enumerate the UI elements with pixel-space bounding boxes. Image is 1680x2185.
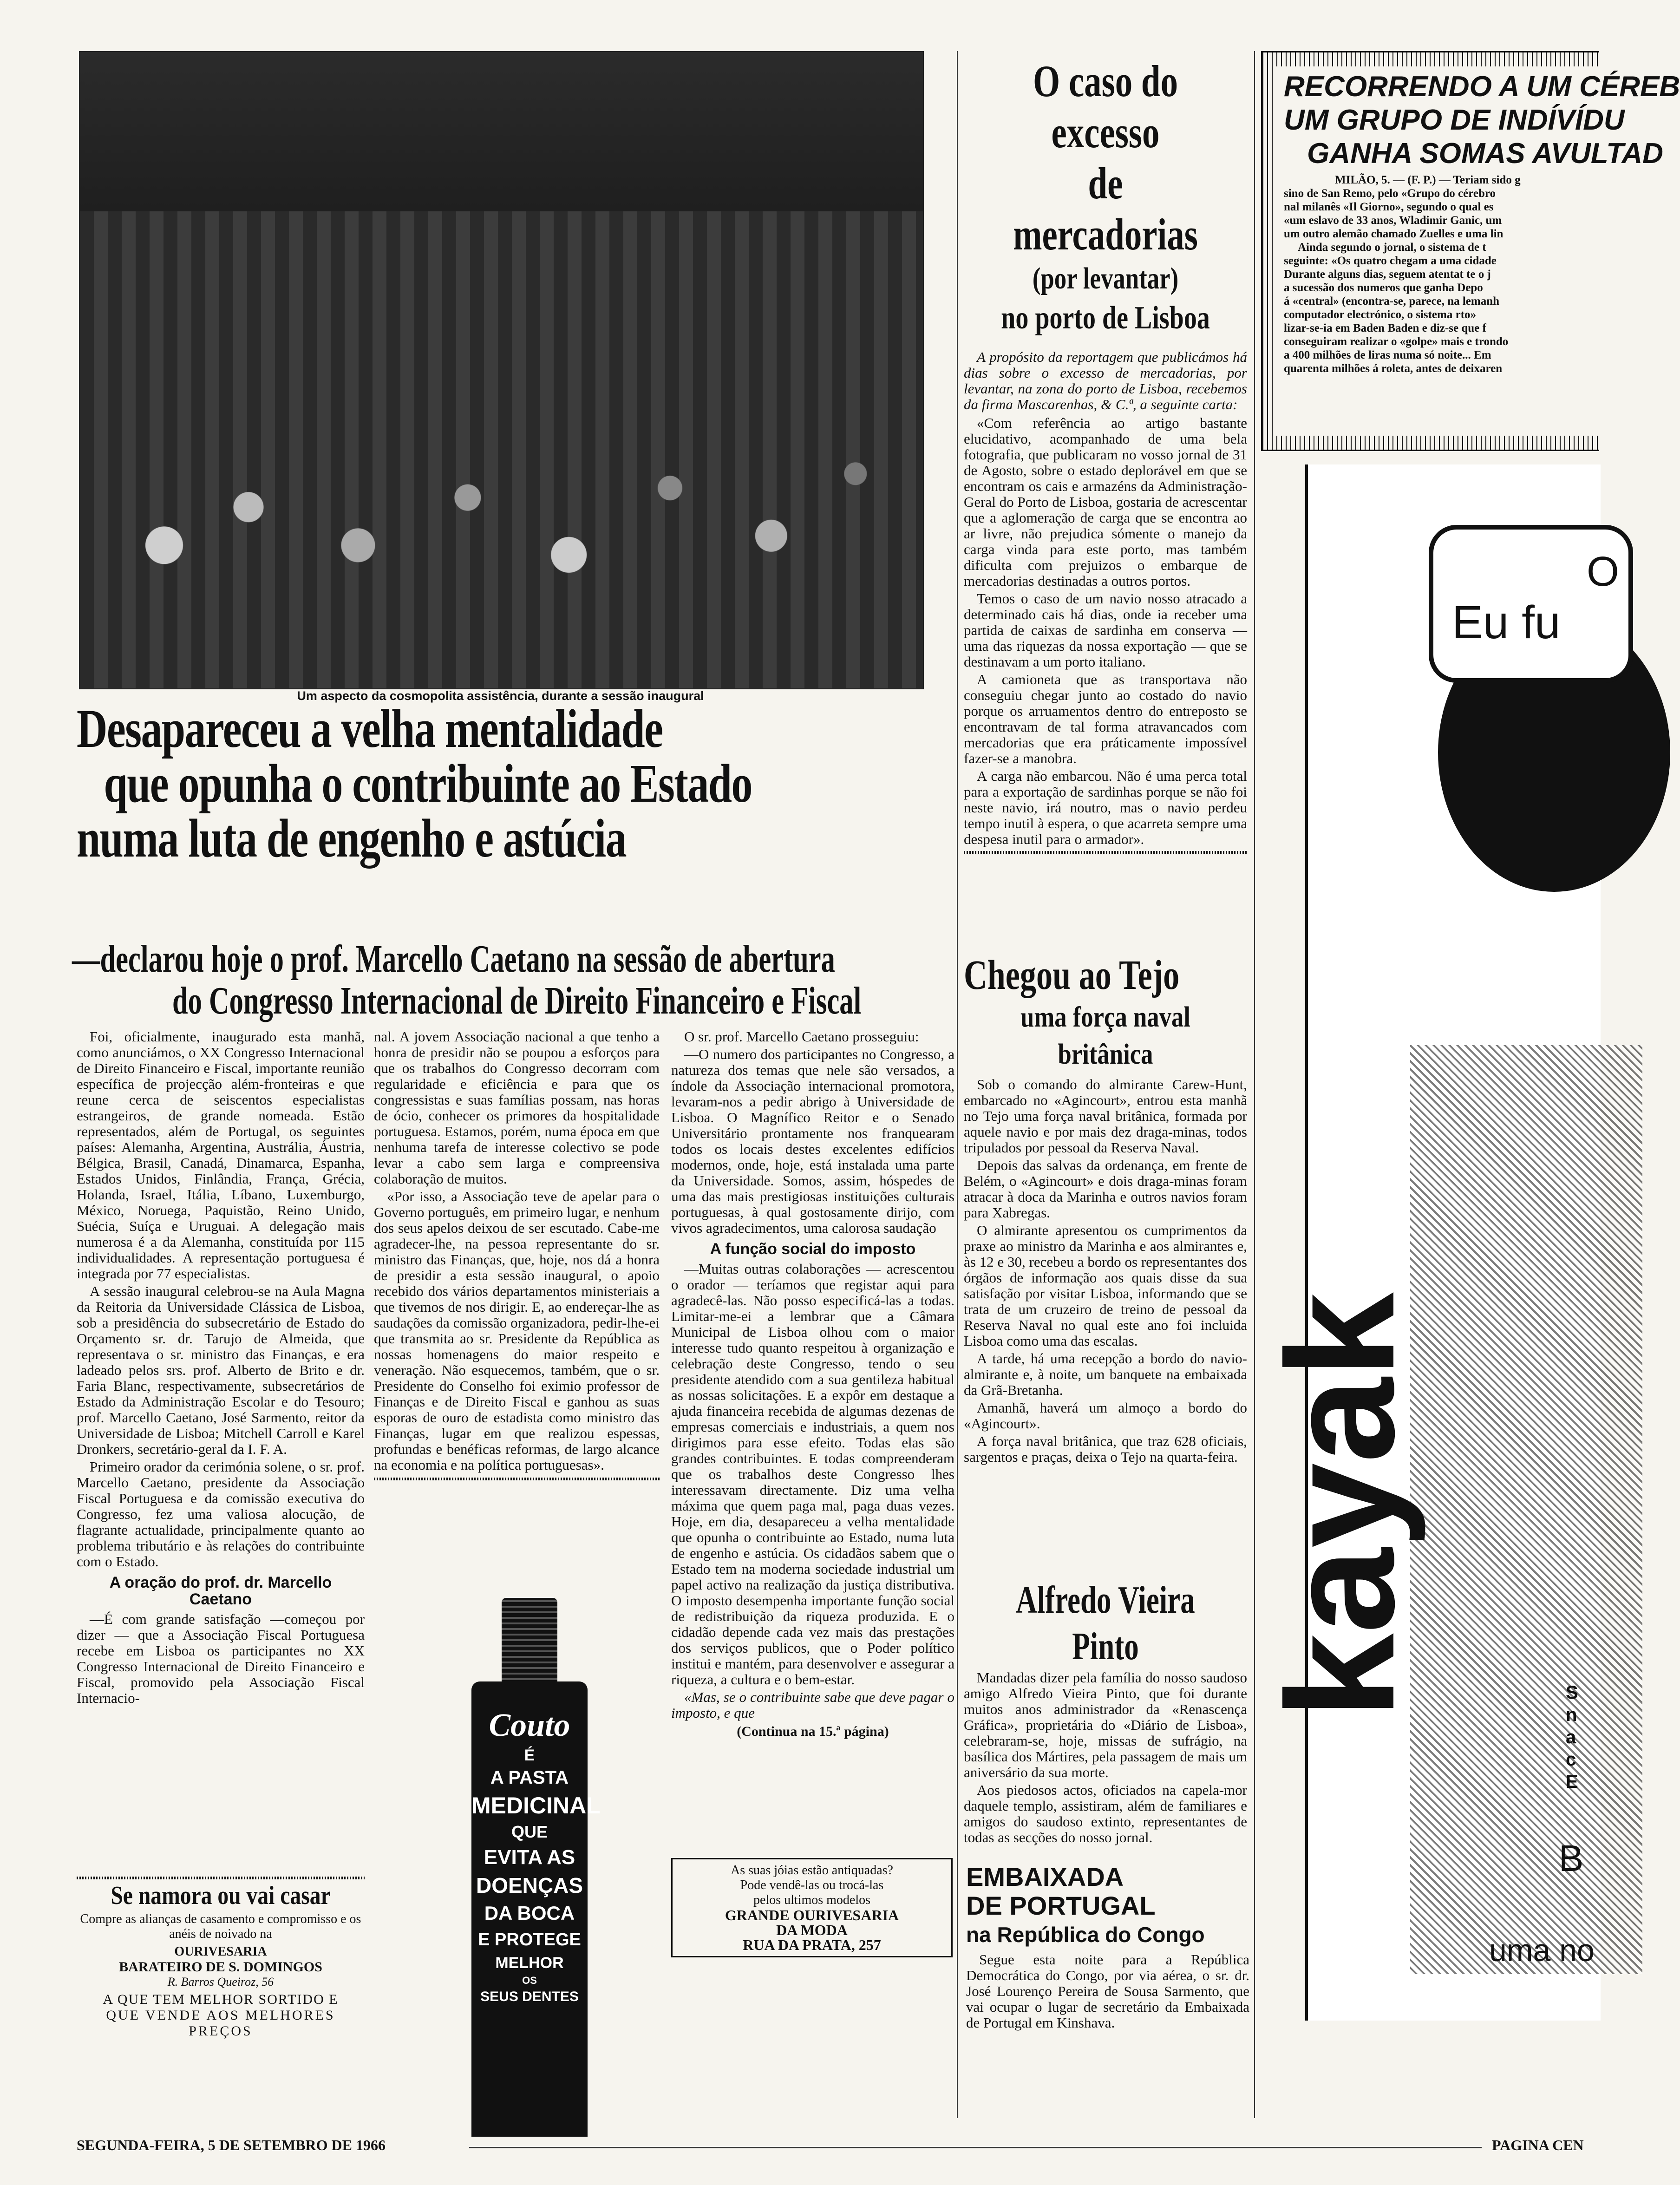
col1-para-4: —É com grande satisfação —começou por dizer — que a Associação Fiscal Portuguesa recebe em Lisboa os participantes no XX Congresso Internacional de Direito Financeiro e Fiscal, promovido pela Associação Fiscal Internacio- — [77, 1611, 365, 1706]
milao-line: Durante alguns dias, seguem atentat te o j — [1284, 268, 1491, 281]
embaixada-para: Segue esta noite para a República Democrática do Congo, por via aérea, o sr. dr. José Lourenço Pereira de Sousa Sarmento, que vai ocupar o lugar de secretário da Embaixada de Portugal em Kinshava. — [966, 1951, 1249, 2031]
kayak-side-3: a — [1566, 1727, 1576, 1747]
col1-para-1: Foi, oficialmente, inaugurado esta manhã, como anunciámos, o XX Congresso Internacional de Direito Financeiro e Fiscal, importante reunião específica de projecção além-fronteiras e que reune cerca de seiscentos especialistas estrangeiros, de grande nomeada. Estão representados, além de Portugal, os seguintes países: Alemanha, Argentina, Austrália, Áustria, Bélgica, Brasil, Canadá, Dinamarca, Espanha, Estados Unidos, Finlândia, França, Grécia, Holanda, Israel, Itália, Líbano, Luxemburgo, México, Noruega, Paquistão, Reino Unido, Suécia, Suíça e Uruguai. A delegação mais numerosa é a da Alemanha, constituída por 115 individualidades. A representação portuguesa é integrada por 77 especialistas. — [77, 1028, 365, 1282]
col3-para-2: —O numero dos participantes no Congresso, a natureza dos temas que nele são versados, a índole da Associação internacional promotora, levaram-nos a pedir abrigo à Universidade de Lisboa. O Magnífico Reitor e o Senado Universitário prontamente nos franquearam todos os locais destes excelentes edifícios modernos, onde, hoje, está instalada uma parte da Universidade. Somos, assim, hóspedes de uma das mais prestigiosas instituições culturais portuguesas, à qual gostosamente dirijo, com vivos agradecimentos, uma calorosa saudação — [671, 1046, 954, 1236]
milao-line: conseguiram realizar o «golpe» mais e trondo — [1284, 335, 1509, 348]
col3-para-4: «Mas, se o contribuinte sabe que deve pagar o imposto, e que — [671, 1689, 954, 1721]
bubble-text-2: Eu fu — [1452, 596, 1561, 648]
ad-kayak — [1255, 464, 1619, 2021]
ad-namora-line1: Compre as alianças de casamento e compromisso e os anéis de noivado na — [80, 1912, 361, 1941]
headline-line-1: Desapareceu a velha mentalidade — [77, 698, 663, 759]
ad-namora-shop: OURIVESARIA — [174, 1944, 267, 1959]
mercadorias-intro: A propósito da reportagem que publicámos há dias sobre o excesso de mercadorias, por levantar, na zona do porto de Lisboa, recebemos da firma Mascarenhas, & C.ª, a seguinte carta: — [964, 349, 1247, 412]
moda-line-3: pelos ultimos modelos — [753, 1893, 870, 1907]
tejo-para-6: A força naval britânica, que traz 628 oficiais, sargentos e praças, deixa o Tejo na quarta-feira. — [964, 1433, 1247, 1465]
ad-namora-address: R. Barros Queiroz, 56 — [167, 1975, 274, 1989]
tejo-para-4: A tarde, há uma recepção a bordo do navio-almirante e, à noite, um banquete na embaixada da Grã-Bretanha. — [964, 1350, 1247, 1398]
moda-line-2: Pode vendê-las ou trocá-las — [740, 1878, 884, 1892]
ad-ourivesaria-moda — [671, 1858, 953, 1957]
milao-line: nal milanês «Il Giorno», segundo o qual es — [1284, 201, 1494, 213]
tejo-head-2: uma força naval — [1020, 1001, 1190, 1033]
moda-line-4: GRANDE OURIVESARIA — [725, 1907, 899, 1923]
mercadorias-head-4: no porto de Lisboa — [1001, 300, 1210, 336]
couto-line-7: E PROTEGE — [478, 1930, 581, 1949]
main-article-col-2 — [374, 1029, 660, 1480]
ad-namora-tag2: QUE VENDE AOS MELHORES — [106, 2008, 335, 2023]
mercadorias-head-2: de mercadorias — [1013, 158, 1198, 259]
couto-line-9: OS — [522, 1975, 537, 1986]
article-milao — [1261, 51, 1680, 451]
ad-namora-title: Se namora ou vai casar — [111, 1881, 331, 1910]
col1-para-2: A sessão inaugural celebrou-se na Aula Magna da Reitoria da Universidade Clássica de Lisboa, sob a presidência do subsecretário de Estado do Orçamento sr. dr. Tarujo de Almeida, que representava o sr. ministro das Finanças, e era ladeado pelos srs. prof. Alberto de Brito e dr. Faria Blanc, respectivamente, subsecretários de Estado da Administração Escolar e do Tesouro; prof. Marcello Caetano, José Sarmento, reitor da Universidade de Lisboa; Mitchell Carroll e Karel Dronkers, secretário-geral da I. F. A. — [77, 1283, 365, 1457]
kayak-side-5: E — [1566, 1772, 1578, 1792]
col2-para-1: nal. A jovem Associação nacional a que tenho a honra de presidir não se poupou a esforços para que os trabalhos do Congresso decorram com regularidade e eficiência e para que os congressistas e suas famílias possam, nas horas de ócio, conhecer os primores da hospitalidade portuguesa. Estamos, porém, numa época em que nenhuma tarefa de interesse colectivo se pode levar a cabo sem larga e compreensiva colaboração de muitos. — [374, 1028, 660, 1187]
vieira-para-2: Aos piedosos actos, oficiados na capela-mor daquele templo, assistiram, além de familiares e amigos do saudoso extinto, representantes de todas as secções do nosso jornal. — [964, 1782, 1247, 1845]
mercadorias-head-1: O caso do excesso — [1033, 56, 1178, 157]
couto-brand: Couto — [489, 1707, 570, 1743]
milao-line: sino de San Remo, pelo «Grupo do cérebro — [1284, 187, 1496, 200]
embaixada-head-3: na República do Congo — [966, 1923, 1205, 1947]
couto-line-3: QUE — [511, 1822, 548, 1841]
milao-line: computador electrónico, o sistema rto» — [1284, 308, 1477, 321]
couto-line-10: SEUS DENTES — [480, 1989, 579, 2004]
couto-e: É — [524, 1747, 535, 1764]
mercadorias-divider — [964, 851, 1247, 854]
kayak-big-letter: B — [1559, 1838, 1584, 1879]
kayak-logo: kayak — [1255, 1292, 1426, 1719]
couto-line-1: A PASTA — [490, 1767, 569, 1788]
col3-para-1: O sr. prof. Marcello Caetano prosseguiu: — [684, 1028, 919, 1045]
tube-cap — [502, 1598, 557, 1684]
col2-para-2: «Por isso, a Associação teve de apelar para o Governo português, em primeiro lugar, e nenhum dos seus apelos deixou de ser escutado. Cabe-me agradecer-lhe, na pessoa representante do sr. ministro das Finanças, que, hoje, nos dá a honra de presidir a esta sessão inaugural, o apoio recebido dos vários departamentos ministeriais a que tivemos de nos dirigir. E, ao endereçar-lhe as saudações da comissão organizadora, pedir-lhe-ei que transmita ao sr. Presidente da República as nossas homenagens do maior respeito e veneração. Não esquecemos, também, que o sr. Presidente do Conselho foi eximio professor de Finanças e de Direito Fiscal e ganhou as suas esporas de ouro de estadista como ministro das Finanças, lugar em que realizou espessas, profundas e benéficas reformas, de largo alcance na economia e na política portuguesas». — [374, 1188, 660, 1473]
tejo-para-1: Sob o comando do almirante Carew-Hunt, embarcado no «Agincourt», entrou esta manhã no Tejo uma força naval britânica, formada por aquele navio e por mais dez draga-minas, todos tripulados por pessoal da Reserva Naval. — [964, 1076, 1247, 1156]
ad-couto-toothpaste — [458, 1598, 601, 2155]
kayak-side-text — [1566, 1681, 1578, 1793]
main-article-col-1 — [77, 1029, 365, 1708]
ad-namora-tag1: A QUE TEM MELHOR SORTIDO E — [103, 1992, 339, 2007]
mercadorias-para-1: «Com referência ao artigo bastante elucidativo, acompanhado de uma bela fotografia, que publicaram no vosso jornal de 31 de Agosto, sobre o estado deplorável em que se encontram os cais e armazéns da Administração-Geral do Porto de Lisboa, gostaria de acrescentar que a aglomeração de carga que se encontra ao ar livre, não prejudica sómente o manejo da carga vinda para este porto, mas também dificulta com prejuizos o embarque de mercadorias destinadas a outros portos. — [964, 415, 1247, 589]
moda-line-5: DA MODA — [776, 1922, 848, 1938]
milao-body — [1284, 173, 1599, 375]
headline-line-3: numa luta de engenho e astúcia — [77, 808, 627, 869]
milao-head-2: UM GRUPO DE INDÍVÍDU — [1284, 104, 1625, 136]
milao-line: lizar-se-ia em Baden Baden e diz-se que f — [1284, 322, 1486, 334]
main-article-col-3 — [671, 1029, 954, 1740]
col3-subhead: A função social do imposto — [710, 1240, 916, 1258]
kayak-side-1: S — [1566, 1682, 1578, 1703]
footer-rule — [469, 2147, 1482, 2148]
col1-para-3: Primeiro orador da cerimónia solene, o sr. prof. Marcello Caetano, presidente da Associação Fiscal Portuguesa e da comissão executiva do Congresso, fez uma valiosa alocução, de flagrante actualidade, principalmente quanto ao problema tributário e às relações do contribuinte com o Estado. — [77, 1459, 365, 1570]
mercadorias-para-3: A camioneta que as transportava não conseguiu chegar junto ao costado do navio porque os arruamentos dentro do entreposto se encontravam de tal forma atravancados com mercadorias que era práticamente impossível fazer-se a manobra. — [964, 671, 1247, 766]
article-mercadorias — [964, 56, 1247, 854]
couto-line-2: MEDICINAL — [471, 1792, 601, 1819]
moda-line-1: As suas jóias estão antiquadas? — [731, 1863, 893, 1878]
main-subhead — [72, 938, 975, 1022]
embaixada-head-1: EMBAIXADA — [966, 1862, 1124, 1891]
milao-line: a 400 milhões de liras numa só noite... Em — [1284, 349, 1491, 361]
couto-line-4: EVITA AS — [484, 1846, 575, 1869]
couto-line-8: MELHOR — [495, 1954, 564, 1972]
tejo-para-3: O almirante apresentou os cumprimentos da praxe ao ministro da Marinha e aos almirantes e, às 12 e 30, recebeu a bordo os representantes dos órgãos de informação aos quais disse da sua satisfação por visitar Lisboa, informando que se trata de um cruzeiro de treino de pessoal da Reserva Naval no qual este ano foi incluida Lisboa como uma das escalas. — [964, 1222, 1247, 1349]
ad-namora-tag3: PREÇOS — [189, 2023, 253, 2039]
col2-divider — [374, 1478, 660, 1480]
vieira-head: Alfredo Vieira Pinto — [1016, 1578, 1195, 1668]
bubble-text-1: O — [1586, 549, 1619, 595]
milao-line: «um eslavo de 33 anos, Wladimir Ganic, um — [1284, 214, 1502, 227]
footer-date: SEGUNDA-FEIRA, 5 DE SETEMBRO DE 1966 — [77, 2137, 386, 2153]
subhead-line-2: do Congresso Internacional de Direito Financeiro e Fiscal — [172, 979, 862, 1022]
ad-ourivesaria-barateiro — [77, 1877, 365, 2039]
kayak-side-2: n — [1566, 1705, 1577, 1725]
congress-photo — [79, 51, 924, 689]
embaixada-head-2: DE PORTUGAL — [966, 1891, 1156, 1920]
article-vieira-pinto — [964, 1577, 1247, 1847]
mercadorias-para-4: A carga não embarcou. Não é uma perca total para a exportação de sardinhas porque se não foi neste navio, irá noutro, mas o navio perdeu tempo inutil à espera, o que acarreta sempre uma despesa inutil para o armador». — [964, 768, 1247, 847]
col1-subhead: A oração do prof. dr. Marcello Caetano — [109, 1574, 332, 1608]
kayak-side-4: c — [1566, 1749, 1576, 1770]
milao-head-3: GANHA SOMAS AVULTAD — [1307, 137, 1663, 170]
kayak-tagline: uma no — [1489, 1933, 1595, 1968]
tube-text — [471, 1705, 601, 2006]
tejo-para-2: Depois das salvas da ordenança, em frente de Belém, o «Agincourt» e dois draga-minas foram atracar à doca da Marinha e outros navios foram para Xabregas. — [964, 1157, 1247, 1221]
ad-dress-pattern — [1410, 1045, 1642, 1974]
tejo-head-3: britânica — [1058, 1039, 1153, 1070]
mercadorias-para-2: Temos o caso de um navio nosso atracado a determinado cais há dias, onde ia receber uma partida de caixas de sardinha em conserva — uma das riquezas da nossa exportação — que se destinavam a um porto italiano. — [964, 590, 1247, 670]
col3-para-3: —Muitas outras colaborações — acrescentou o orador — teríamos que registar aqui para agradecê-las. Não posso especificá-las a todas. Limitar-me-ei a lembrar que a Câmara Municipal de Lisboa olhou com o maior interesse tudo quanto respeitou à organização e celebração deste Congresso, tendo o seu presidente atendido com a sua gentileza habitual as nossas solicitações. E a expôr em destaque a ajuda financeira recebida de algumas dezenas de empresas comerciais e industriais, a quem nos dirigimos para esse efeito. Todas elas são grandes contribuintes. E todas compreenderam que os trabalhos deste Congresso lhes interessavam directamente. Diz uma velha máxima que quem paga mal, paga duas vezes. Hoje, em dia, desapareceu a velha mentalidade que opunha o contribuinte ao Estado, numa luta de engenho e astúcia. Os cidadãos sabem que o Estado tem na moderna sociedade industrial um papel activo na realização da justiça distributiva. O imposto desempenha importante função social de redistribuição da riqueza produzida. E o cidadão depende cada vez mais das prestações dos serviços publicos, que o Poder político institui e mantém, para desenvolver e assegurar a riqueza, a cultura e o bem-estar. — [671, 1261, 954, 1688]
milao-line: quarenta milhões á roleta, antes de deixaren — [1284, 362, 1503, 375]
ad-namora-shop2: BARATEIRO DE S. DOMINGOS — [119, 1959, 322, 1975]
milao-line: Ainda segundo o jornal, o sistema de t — [1298, 241, 1486, 254]
milao-line: um outro alemão chamado Zuelles e uma lin — [1284, 228, 1504, 240]
tejo-head-1: Chegou ao Tejo — [964, 952, 1180, 998]
tejo-para-5: Amanhã, haverá um almoço a bordo do «Agincourt». — [964, 1400, 1247, 1432]
ad-speech-bubble — [1429, 525, 1633, 683]
footer-page: PAGINA CEN — [1486, 2137, 1584, 2154]
subhead-line-1: —declarou hoje o prof. Marcello Caetano na sessão de abertura — [72, 937, 835, 981]
photo-caption: Um aspecto da cosmopolita assistência, durante a sessão inaugural — [297, 689, 704, 703]
column-rule — [957, 51, 958, 2118]
milao-line: MILÃO, 5. — (F. P.) — Teriam sido g — [1335, 174, 1521, 186]
moda-line-6: RUA DA PRATA, 257 — [743, 1936, 881, 1953]
column-rule — [1254, 51, 1255, 2118]
milao-line: á «central» (encontra-se, parece, na lemanh — [1284, 295, 1500, 307]
vieira-para-1: Mandadas dizer pela família do nosso saudoso amigo Alfredo Vieira Pinto, que foi durante muitos anos administrador da «Renascença Gráfica», proprietária do «Diário de Lisboa», celebraram-se, hoje, missas de sufrágio, na basílica dos Mártires, pela passagem de mais um aniversário da sua morte. — [964, 1669, 1247, 1780]
milao-line: a sucessão dos numeros que ganha Depo — [1284, 281, 1483, 294]
main-headline — [77, 698, 932, 869]
headline-line-2: que opunha o contribuinte ao Estado — [104, 753, 752, 814]
couto-line-6: DA BOCA — [484, 1902, 575, 1924]
article-tejo — [964, 952, 1247, 1467]
article-embaixada — [966, 1863, 1249, 2034]
milao-head-1: RECORRENDO A UM CÉREB — [1284, 71, 1680, 103]
couto-line-5: DOENÇAS — [476, 1873, 583, 1897]
mercadorias-head-3: (por levantar) — [1032, 262, 1179, 295]
milao-line: seguinte: «Os quatro chegam a uma cidade — [1284, 255, 1497, 267]
continue-note: (Continua na 15.ª página) — [737, 1724, 889, 1739]
